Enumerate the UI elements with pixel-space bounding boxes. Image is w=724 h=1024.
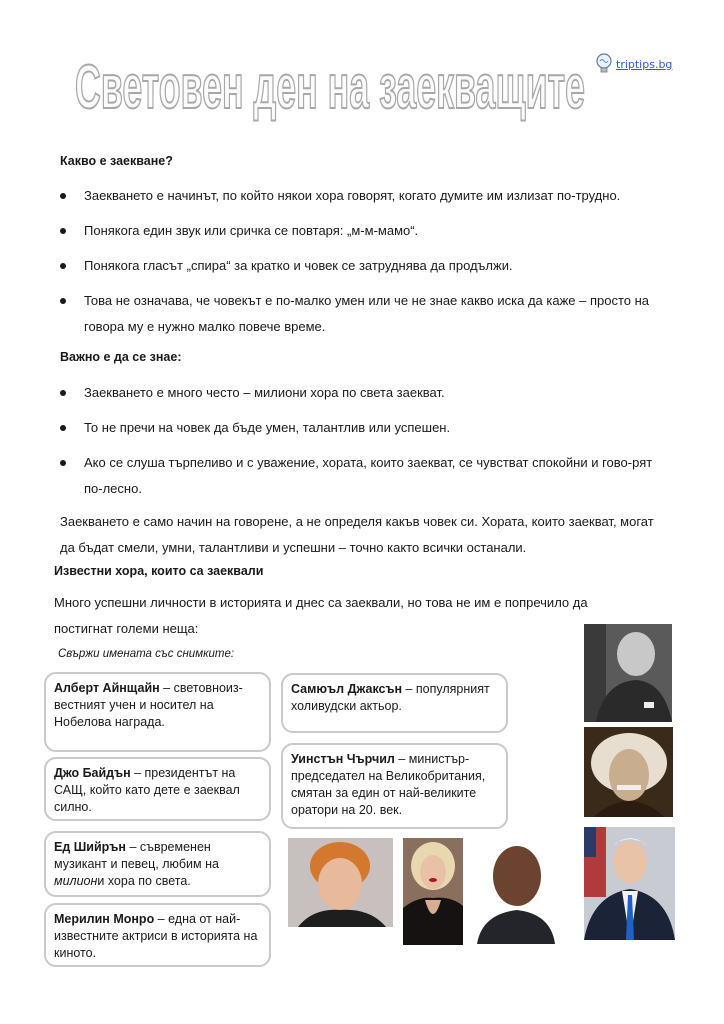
lightbulb-icon — [595, 53, 613, 75]
list-item: Понякога един звук или сричка се повтаря: „м-м-мамо“. — [84, 218, 664, 244]
list-item: Заекването е много често – милиони хора по света заекват. — [84, 380, 664, 406]
summary-paragraph: Заекването е само начин на говорене, а не определя какъв човек си. Хората, които заекват, могат да бъдат смели, умни, талантливи и успешни – точно както всички останали. — [60, 514, 654, 555]
matching-instruction: Свържи имената със снимките: — [58, 648, 235, 660]
list-item: Ако се слуша търпеливо и с уважение, хората, които заекват, се чувстват спокойни и гово-рят по-лесно. — [84, 450, 664, 502]
card-name: Самюъл Джаксън — [291, 682, 402, 696]
card-biden[interactable] — [44, 757, 271, 821]
list-item: Заекването е начинът, по който някои хора говорят, когато думите им излизат по-трудно. — [84, 183, 664, 209]
card-einstein[interactable] — [44, 672, 271, 752]
list-item: То не пречи на човек да бъде умен, талантлив или успешен. — [84, 415, 664, 441]
page-title — [70, 44, 590, 124]
card-desc: – съвременен музикант и певец, любим на — [54, 840, 219, 871]
monroe-photo[interactable] — [403, 838, 463, 945]
sheeran-photo[interactable] — [288, 838, 393, 927]
list-item: Понякога гласът „спира“ за кратко и човек се затруднява да продължи. — [84, 253, 664, 279]
site-logo[interactable] — [595, 53, 672, 75]
card-desc: – популярният холивудски актьор. — [291, 682, 490, 713]
page-title-text: Световен ден на заекващите — [75, 53, 585, 122]
card-monroe[interactable] — [44, 903, 271, 967]
card-name: Ед Шийрън — [54, 840, 126, 854]
card-desc: и хора по света. — [97, 874, 191, 888]
card-name: Джо Байдън — [54, 766, 131, 780]
card-desc: – една от най-известните актриси в историята на киното. — [54, 912, 258, 960]
card-jackson[interactable] — [281, 673, 508, 733]
famous-intro-paragraph: Много успешни личности в историята и днес са заеквали, но това не им е попречило да постигнат големи неща: — [54, 595, 588, 636]
list-item: Това не означава, че човекът е по-малко умен или че не знае какво иска да каже – просто на говора му е нужно малко повече време. — [84, 288, 664, 340]
section-heading-important: Важно е да се знае: — [60, 350, 182, 364]
site-link[interactable]: triptips.bg — [616, 57, 673, 71]
card-name: Мерилин Монро — [54, 912, 155, 926]
card-desc-italic: милион — [54, 874, 98, 888]
section-heading-what-is: Какво е заекване? — [60, 154, 173, 168]
card-sheeran[interactable] — [44, 831, 271, 897]
churchill-photo[interactable] — [584, 624, 672, 722]
card-name: Уинстън Чърчил — [291, 752, 395, 766]
biden-photo[interactable] — [584, 827, 675, 940]
card-desc: – президентът на САЩ, който като дете е заеквал силно. — [54, 766, 240, 814]
einstein-photo[interactable] — [584, 727, 673, 817]
card-desc: – световноиз-вестният учен и носител на Нобелова награда. — [54, 681, 243, 729]
card-churchill[interactable] — [281, 743, 508, 829]
card-name: Алберт Айнщайн — [54, 681, 160, 695]
section-heading-famous: Известни хора, които са заеквали — [54, 564, 264, 578]
jackson-photo[interactable] — [477, 838, 555, 944]
card-desc: – министър-председател на Великобритания, смятан за един от най-великите оратори на 20. век. — [291, 752, 486, 817]
